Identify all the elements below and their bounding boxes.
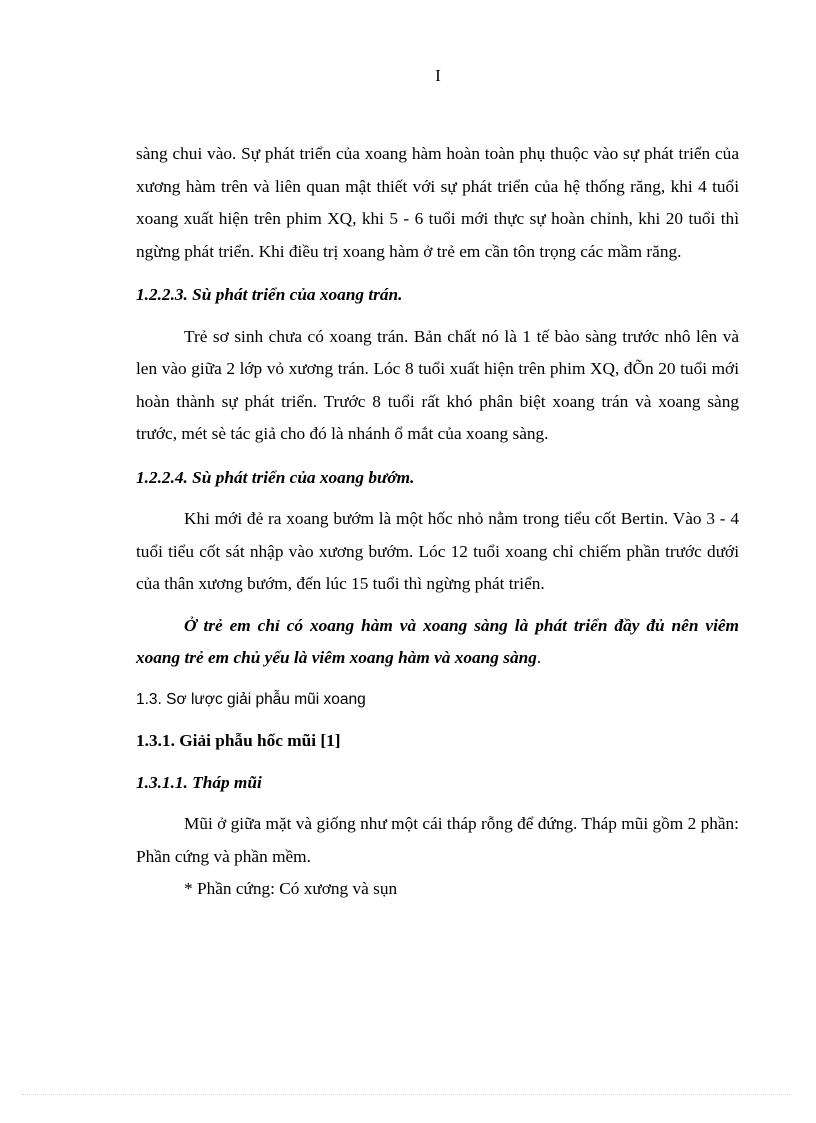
paragraph-thap-mui: Mũi ở giữa mặt và giống như một cái tháp rỗng để đứng. Tháp mũi gồm 2 phần: Phần cứng và phần mềm. — [136, 814, 739, 866]
heading-1-2-2-3: 1.2.2.3. Sù phát triển của xoang trán. — [136, 285, 403, 304]
emphasis-paragraph — [136, 610, 739, 675]
document-body — [136, 138, 739, 906]
heading-1-3-1: 1.3.1. Giải phẫu hốc mũi [1] — [136, 731, 341, 750]
heading-1-2-2-4: 1.2.2.4. Sù phát triển của xoang bướm. — [136, 467, 415, 487]
bullet-phan-cung: * Phần cứng: Có xương và sụn — [184, 879, 398, 898]
section-1-3-title: 1.3. Sơ lược giải phẫu mũi xoang — [136, 690, 366, 708]
emphasis-text: Ở trẻ em chỉ có xoang hàm và xoang sàng là phát triển đầy đủ nên viêm xoang trẻ em chủ yếu là viêm xoang hàm và xoang sàng — [136, 615, 739, 667]
footer-divider — [22, 1094, 792, 1095]
paragraph-xoang-buom: Khi mới đẻ ra xoang bướm là một hốc nhỏ nằm trong tiểu cốt Bertin. Vào 3 - 4 tuổi tiểu cốt sát nhập vào xương bướm. Lóc 12 tuổi xoang chỉ chiếm phần trước dưới của thân xương bướm, đến lúc 15 tuổi thì ngừng phát triển. — [136, 509, 739, 593]
heading-1-3-1-1: 1.3.1.1. Tháp mũi — [136, 772, 262, 792]
page-number: I — [435, 66, 441, 85]
emphasis-end: . — [536, 648, 542, 667]
paragraph-xoang-ham-continuation: sàng chui vào. Sự phát triển của xoang hàm hoàn toàn phụ thuộc vào sự phát triển của xương hàm trên và liên quan mật thiết với sự phát triển của hệ thống răng, khi 4 tuổi xoang xuất hiện trên phim XQ, khi 5 - 6 tuổi mới thực sự hoàn chỉnh, khi 20 tuổi thì ngừng phát triển. Khi điều trị xoang hàm ở trẻ em cần tôn trọng các mầm răng. — [136, 144, 739, 261]
paragraph-xoang-tran: Trẻ sơ sinh chưa có xoang trán. Bản chất nó là 1 tế bào sàng trước nhô lên và len vào giữa 2 lớp vỏ xương trán. Lóc 8 tuổi xuất hiện trên phim XQ, đÕn 20 tuổi mới hoàn thành sự phát triển. Trước 8 tuổi rất khó phân biệt xoang trán và xoang sàng trước, mét sè tác giả cho đó là nhánh ổ mắt của xoang sàng. — [136, 326, 739, 443]
